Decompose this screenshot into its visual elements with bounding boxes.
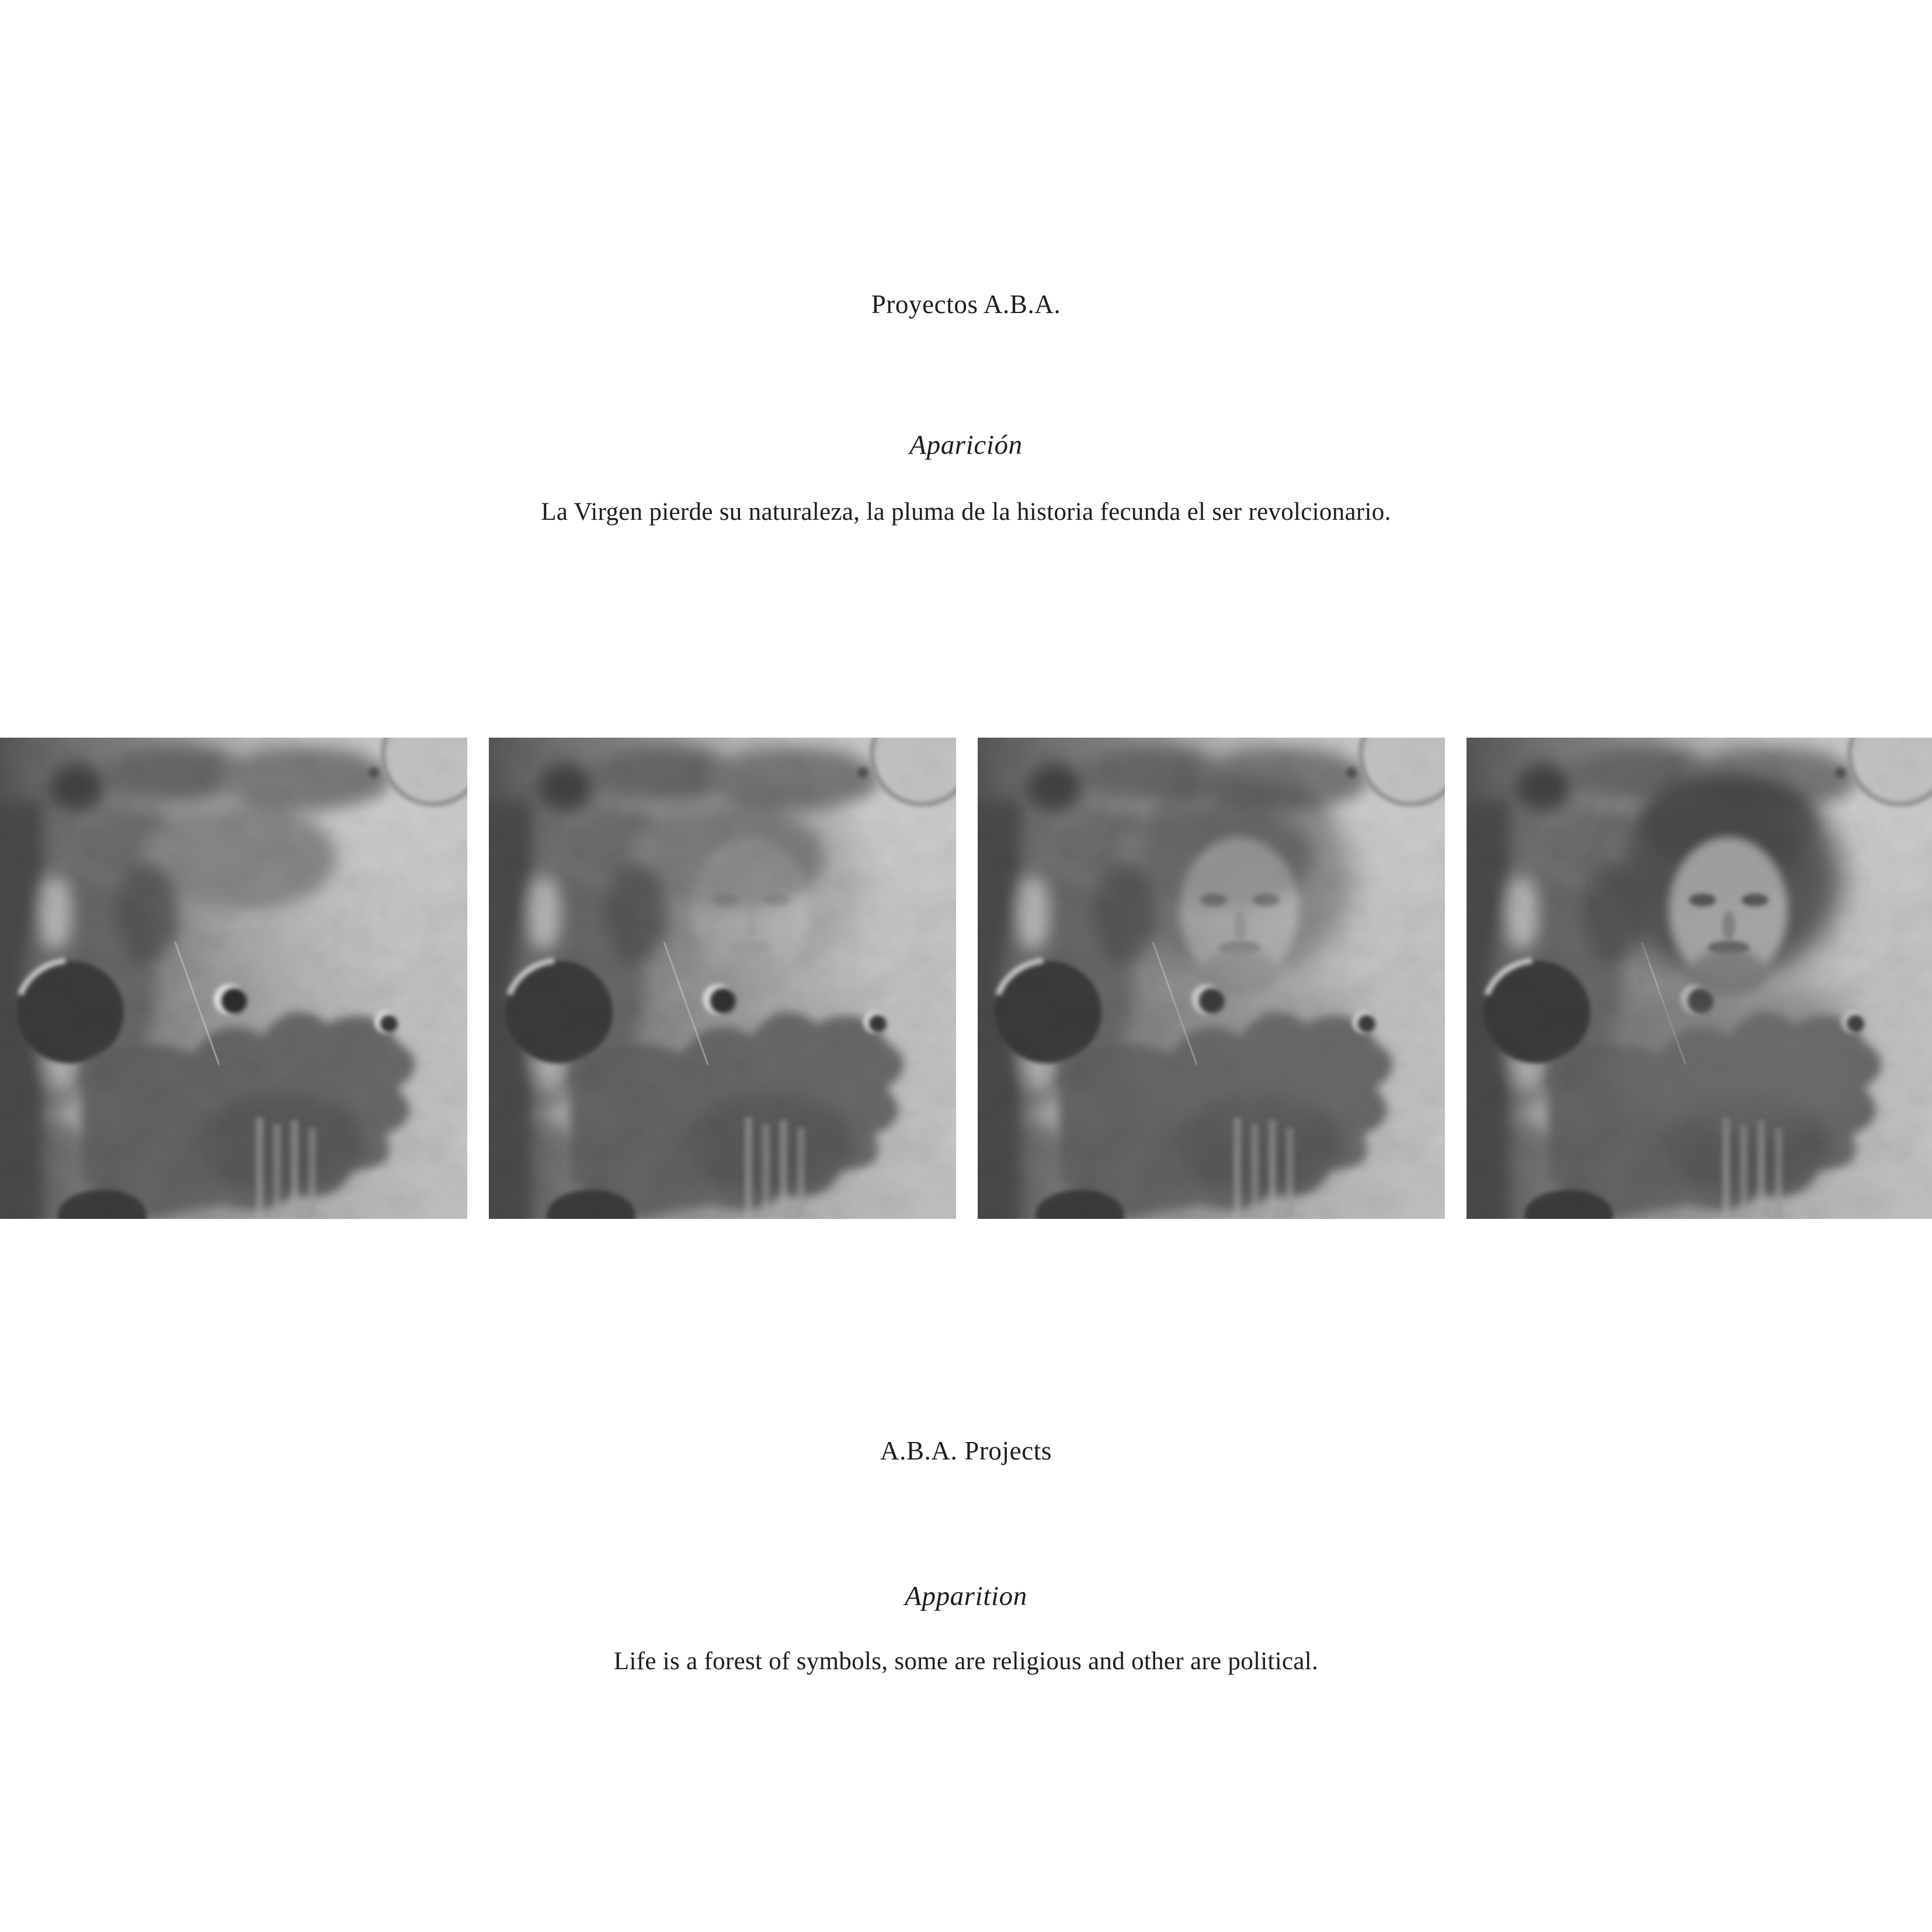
moon-frame-4: [1467, 738, 1932, 1219]
work-title-es: Aparición: [909, 430, 1023, 460]
caption-en: Life is a forest of symbols, some are religious and other are political.: [613, 1648, 1319, 1675]
project-title-es: Proyectos A.B.A.: [871, 290, 1061, 319]
moon-frame-2: [489, 738, 956, 1219]
moon-photo-icon: [489, 738, 956, 1219]
moon-photo-icon: [1467, 738, 1932, 1219]
caption-es: La Virgen pierde su naturaleza, la pluma de la historia fecunda el ser revolcionario.: [541, 498, 1391, 526]
moon-photo-icon: [978, 738, 1445, 1219]
project-title-en: A.B.A. Projects: [880, 1436, 1052, 1465]
moon-frame-1: [0, 738, 467, 1219]
moon-sequence: [0, 738, 1932, 1219]
work-title-en: Apparition: [905, 1581, 1027, 1611]
moon-frame-3: [978, 738, 1445, 1219]
moon-photo-icon: [0, 738, 467, 1219]
